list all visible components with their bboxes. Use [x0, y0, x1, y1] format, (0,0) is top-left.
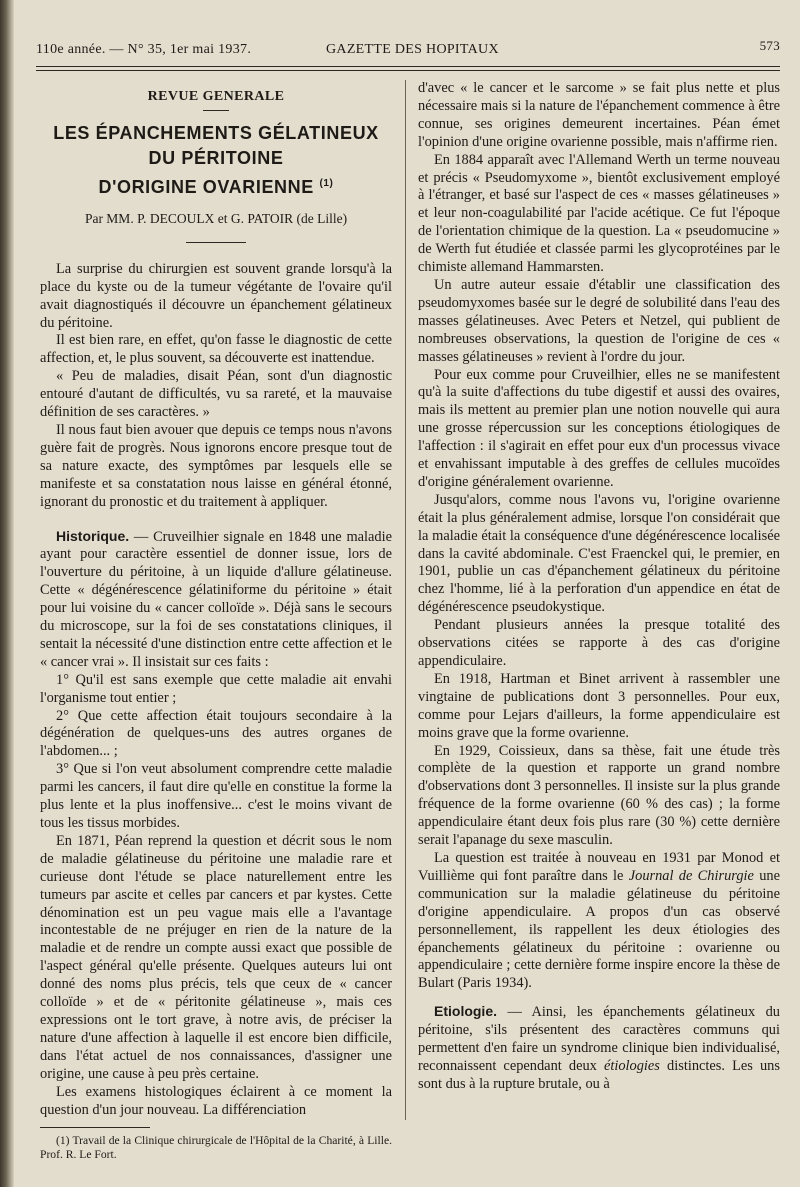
paragraph-monod: La question est traitée à nouveau en 1931 par Monod et Vuillième qui font paraître dans le Journal de Chirurgie une communication sur la maladie gélatineuse du péritoine d'origine appendiculaire. A propos d'un cas observé personnellement, ils rappellent les deux étiologies des épanchements gélatineux du péritoine : ovarienne ou appendiculaire ; cette dernière forme inspire encore la thèse de Bulart (Paris 1934). — [418, 849, 780, 992]
section-title: REVUE GENERALE — [147, 89, 285, 104]
paragraph-classification: Un autre auteur essaie d'établir une classification des pseudomyxomes basée sur le degré de solubilité dans l'eau des masses gélatineuses. Avec Peters et Netzel, qui publient de nombreuses observations, la question de l'origine de ces « masses gélatineuses » revient à l'ordre du jour. — [418, 276, 780, 365]
issue-info: 110e année. — N° 35, 1er mai 1937. — [36, 42, 252, 57]
history-paragraph-histology: Les examens histologiques éclairent à ce moment la question d'un jour nouveau. La différenciation — [40, 1083, 392, 1118]
journal-title: Journal de Chirurgie — [628, 867, 754, 884]
intro-paragraph-1: La surprise du chirurgien est souvent grande lorsqu'à la place du kyste ou de la tumeur végétante de l'ovaire qu'il avait diagnostiqués il découvre un épanchement gélatineux du péritoine. — [40, 260, 392, 331]
article-title — [40, 121, 392, 200]
header-rule — [36, 66, 780, 71]
page-number: 573 — [759, 38, 780, 53]
historique-paragraph — [40, 528, 392, 672]
running-header — [36, 38, 780, 64]
list-item: 1° Qu'il est sans exemple que cette maladie ait envahi l'organisme tout entier ; — [40, 671, 392, 706]
intro-paragraph-4: Il nous faut bien avouer que depuis ce temps nous n'avons guère fait de progrès. Nous ignorons encore presque tout de sa nature exacte, des symptômes par lesquels elle se manifeste et sa constatation nous laisse en général étonné, ignorant du pronostic et du traitement à appliquer. — [40, 421, 392, 510]
history-paragraph-pean: En 1871, Péan reprend la question et décrit sous le nom de maladie gélatineuse du péritoine une maladie rare et curieuse dont l'étude se place naturellement entre les tumeurs par ascite et celles par cancers et par kystes. Cette dénomination est un peu vague mais elle a l'avantage incontestable de ne préjuger en rien de la nature de la maladie et de rendre un compte aussi exact que possible de l'aspect général qu'elle présente. Quelques auteurs lui ont donné des noms plus précis, tels que ceux de « cancer colloïde » et de « péritonite gélatineuse », mais ces expressions ont le tort grave, à notre avis, de préciser la nature d'une affection à laquelle il est encore bien difficile, dans l'état actuel de nos connaissances, d'assigner une origine, une cause à peu près certaine. — [40, 832, 392, 1082]
title-footnote-mark: (1) — [319, 177, 334, 189]
footnote: (1) Travail de la Clinique chirurgicale de l'Hôpital de la Charité, à Lille. Prof. R. Le Fort. — [40, 1134, 392, 1162]
paragraph-fraenckel: Jusqu'alors, comme nous l'avons vu, l'origine ovarienne était la plus généralement admise, lorsque l'on considérait que la maladie était la conséquence d'une dégénérescence localisée dans la cavité abdominale. C'est Fraenckel qui, le premier, en 1901, publie un cas d'épanchement gélatineux du péritoine chez l'homme, lié à la perforation d'un appendice en état de dégénérescence pseudokystique. — [418, 491, 780, 616]
etiologie-paragraph: Etiologie. — Ainsi, les épanchements gélatineux du péritoine, s'ils présentent des caractères communs qui permettent d'en faire un syndrome clinique bien individualisé, reconnaissent cependant deux étiologies distinctes. Les uns sont dus à la rupture brutale, ou à — [418, 1003, 780, 1092]
title-line-2: D'ORIGINE OVARIENNE — [98, 176, 314, 197]
list-item: 3° Que si l'on veut absolument comprendre cette maladie parmi les cancers, il faut dire qu'elle en constitue la forme la plus lente et la plus inoffensive... c'est le moins vivant de tous les tissus morbides. — [40, 761, 392, 831]
paragraph-hartman: En 1918, Hartman et Binet arrivent à rassembler une vingtaine de publications dont 3 personnelles. Pour eux, comme pour Lejars d'ailleurs, la forme appendiculaire est moins grave que la forme ovarienne. — [418, 670, 780, 741]
column-divider — [405, 80, 406, 1120]
paragraph-coissieux: En 1929, Coissieux, dans sa thèse, fait une étude très complète de la question et rapporte un grand nombre d'observations dont 3 personnelles. Il insiste sur la plus grande fréquence de la forme ovarienne (60 % des cas) ; la forme appendiculaire étant deux fois plus rare (30 %) cette dernière serait l'apanage du sexe masculin. — [418, 742, 780, 849]
paragraph-appendicular: Pendant plusieurs années la presque totalité des observations citées se rapporte à des cas d'origine appendiculaire. — [418, 617, 780, 669]
list-item: 2° Que cette affection était toujours secondaire à la dégénération de quelques-uns des autres organes de l'abdomen... ; — [40, 707, 392, 760]
continued-paragraph: d'avec « le cancer et le sarcome » se fait plus nette et plus nécessaire mais si la nature de l'épanchement commence à être connue, ses origines demeurent incertaines. Péan émet l'opinion d'une origine ovarienne possible, mais n'affirme rien. — [418, 80, 780, 150]
footnote-rule — [40, 1127, 150, 1128]
etiologie-heading: Etiologie. — [434, 1003, 497, 1020]
historique-heading: Historique. — [56, 527, 130, 544]
journal-name: GAZETTE DES HOPITAUX — [326, 42, 499, 57]
intro-paragraph-3: « Peu de maladies, disait Péan, sont d'un diagnostic entouré d'autant de difficultés, vu sa rareté, et la mauvaise définition de ses caractères. » — [40, 368, 392, 421]
intro-paragraph-2: Il est bien rare, en effet, qu'on fasse le diagnostic de cette affection, et, le plus souvent, sa découverte est inattendue. — [40, 332, 392, 367]
historique-text: — Cruveilhier signale en 1848 une maladie ayant pour caractère essentiel de donner issue, lors de l'ouverture du péritoine, à un liquide d'allure gélatineuse. Cette « dégénérescence gélatiniforme du péritoine » était pour lui voisine du « cancer colloïde ». Déjà sans le secours du microscope, sur la foi de ses constatations cliniques, il sentait la nécessité d'une distinction entre cette affection et le « cancer vrai ». Il insistait sur ces faits : — [40, 528, 392, 670]
right-column — [418, 80, 780, 1094]
authors: Par MM. P. DECOULX et G. PATOIR (de Lille) — [84, 210, 348, 226]
paragraph-cruveilhier: Pour eux comme pour Cruveilhier, elles ne se manifestent qu'à la suite d'affections du tube digestif et aussi des ovaires, mais ils mettent au premier plan une notion nouvelle qui aura une grosse répercussion sur les conceptions étiologiques de l'affection : il s'agirait en effet pour eux d'un processus vivace et envahissant imputable à des greffes de cellules mucoïdes d'origine généralement ovarienne. — [418, 366, 780, 490]
section-rule — [203, 110, 229, 111]
page-binding-edge — [0, 0, 14, 1187]
left-column — [40, 80, 392, 1162]
paragraph-werth: En 1884 apparaît avec l'Allemand Werth un terme nouveau et précis « Pseudomyxome », bientôt exclusivement employé à l'étranger, et basé sur l'aspect de ces « masses gélatineuses » et leur non-coagulabilité par l'acide acétique. Ce fut l'époque de l'orientation chimique de la question. La « pseudomucine » de Werth fut étudiée et classée parmi les glycoprotéines par le chimiste allemand Hammarsten. — [418, 151, 780, 276]
title-line-1: LES ÉPANCHEMENTS GÉLATINEUX DU PÉRITOINE — [53, 122, 379, 168]
title-rule — [186, 242, 246, 243]
